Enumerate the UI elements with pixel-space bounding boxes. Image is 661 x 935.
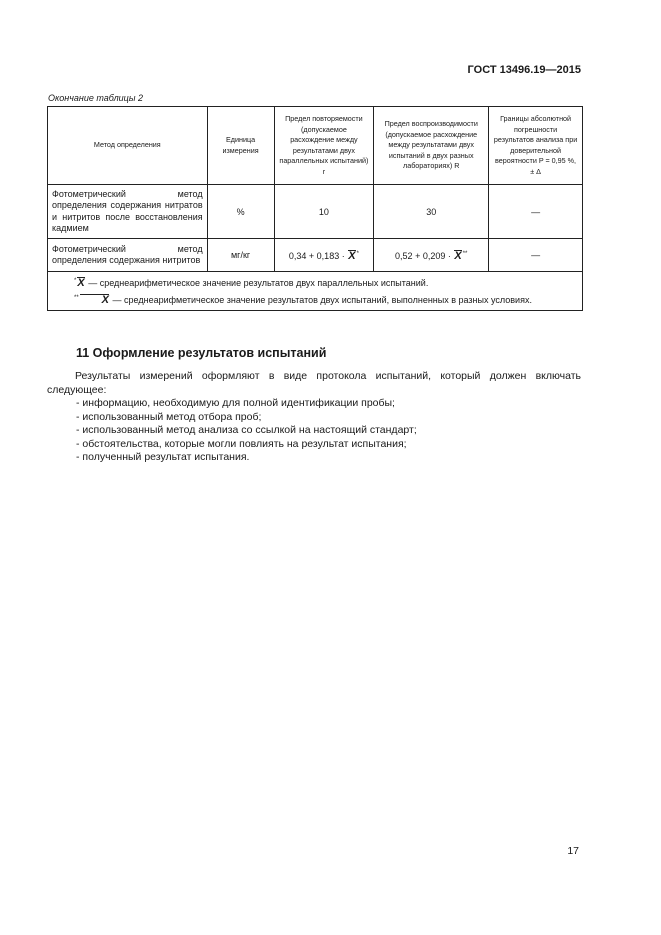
column-header-error-bounds: Границы абсолютной погрешности результатов анализа при доверительной вероятности P = 0,95 %, ± Δ [489,107,583,185]
column-header-unit: Единица измерения [207,107,274,185]
footnote [52,274,578,291]
method-cell: Фотометрический метод определения содержания нитритов [48,239,208,272]
mean-symbol: X [454,249,462,262]
reproducibility-cell [374,239,489,272]
repeatability-cell: 10 [274,185,374,239]
footnote-text: — среднеарифметическое значение результатов двух испытаний, выполненных в разных условиях. [112,295,532,305]
list-item: - полученный результат испытания. [76,451,250,463]
column-header-reproducibility: Предел воспроизводимости (допускаемое расхождение между результатами двух испытаний в двух разных лабораториях) R [374,107,489,185]
list-item: - использованный метод отбора проб; [76,410,262,423]
method-cell: Фотометрический метод определения содержания нитратов и нитритов после восстановления кадмием [48,185,208,239]
unit-cell: % [207,185,274,239]
list-item: - информацию, необходимую для полной идентификации пробы; [76,397,395,409]
results-table [47,106,583,311]
footnote-mark: ** [74,295,79,301]
column-header-method: Метод определения [48,107,208,185]
mean-symbol: X [80,294,109,305]
footnote-mark: ** [462,250,468,257]
requirements-list [76,397,417,465]
table-caption: Окончание таблицы 2 [48,93,143,103]
repeatability-cell [274,239,374,272]
list-item: - обстоятельства, которые могли повлиять на результат испытания; [76,437,407,450]
table-row [48,185,583,239]
page-number: 17 [567,845,579,857]
footnote-mark: * [356,250,359,257]
unit-cell: мг/кг [207,239,274,272]
reproducibility-cell: 30 [374,185,489,239]
section-title: 11 Оформление результатов испытаний [76,346,327,360]
mean-symbol: X [77,277,85,289]
error-bounds-cell: — [489,185,583,239]
footnote [52,291,578,308]
list-item: - использованный метод анализа со ссылкой на настоящий стандарт; [76,424,417,436]
repeatability-formula: 0,34 + 0,183 · [288,250,345,261]
table-header-row [48,107,583,185]
table-row [48,239,583,272]
error-bounds-cell: — [489,239,583,272]
section-intro: Результаты измерений оформляют в виде протокола испытаний, который должен включать следующее: [47,370,581,396]
mean-symbol: X [348,249,356,262]
standard-header: ГОСТ 13496.19—2015 [467,64,581,76]
footnote-text: — среднеарифметическое значение результатов двух параллельных испытаний. [88,278,429,288]
footnote-mark: * [74,278,77,284]
table-notes [48,272,583,311]
reproducibility-formula: 0,52 + 0,209 · [395,250,451,261]
table-notes-row [48,272,583,311]
column-header-repeatability: Предел повторяемости (допускаемое расхождение между результатами двух параллельных испытаний) r [274,107,374,185]
